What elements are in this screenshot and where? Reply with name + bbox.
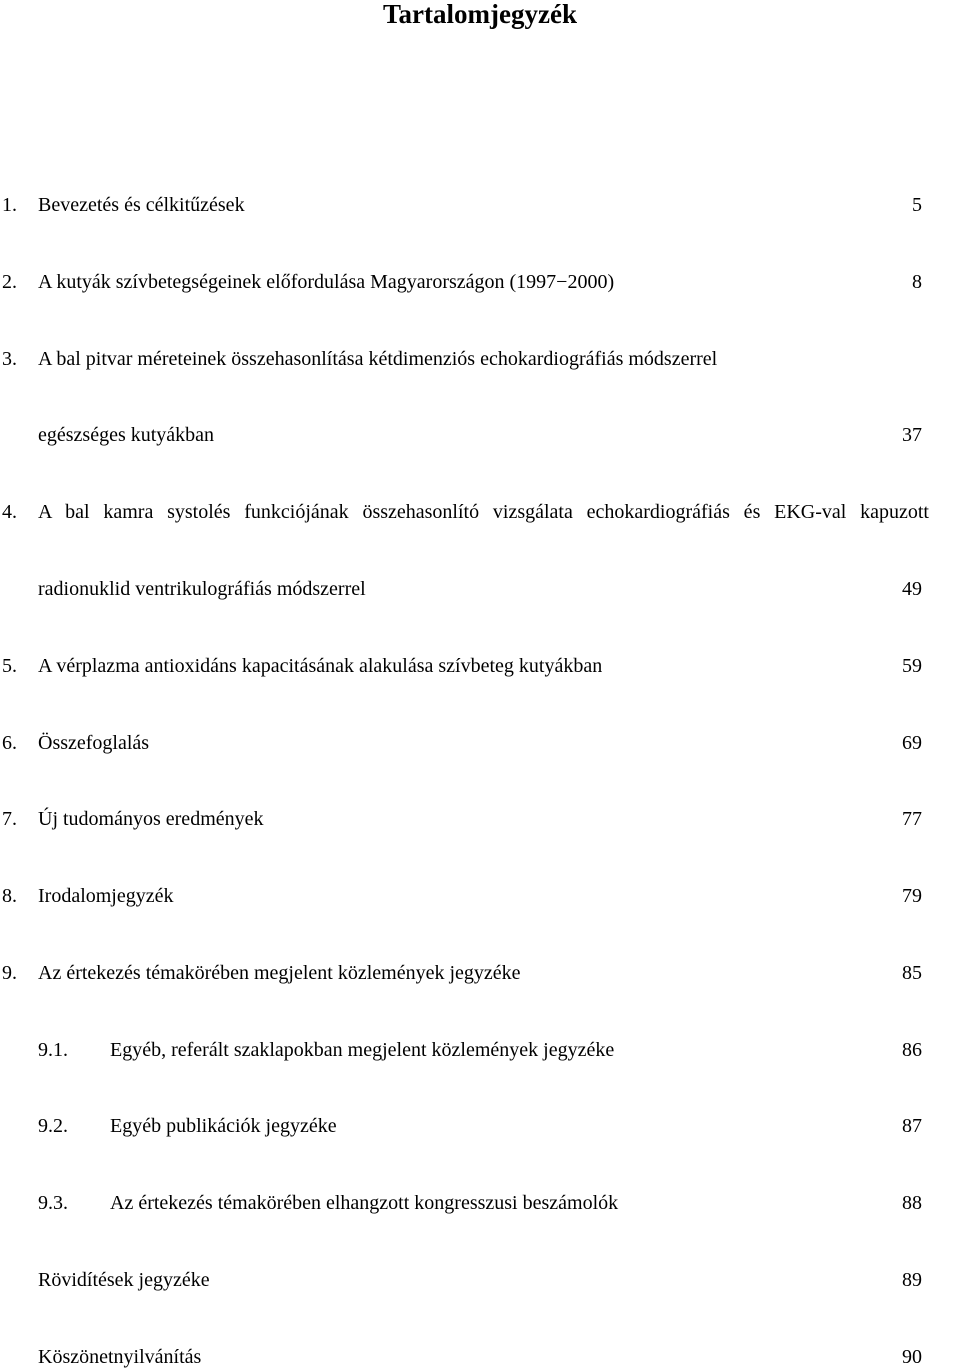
entry-page: 88 <box>902 1192 922 1214</box>
entry-page: 37 <box>902 424 922 446</box>
page-title: Tartalomjegyzék <box>383 0 577 29</box>
entry-page: 79 <box>902 885 922 907</box>
toc-entry-acknowledgements[interactable] <box>0 1344 960 1370</box>
entry-page: 86 <box>902 1039 922 1061</box>
toc-entry-6[interactable] <box>0 730 960 756</box>
entry-page: 87 <box>902 1115 922 1137</box>
entry-page: 49 <box>902 578 922 600</box>
entry-page: 89 <box>902 1269 922 1291</box>
toc-subentry-9-3[interactable] <box>0 1190 960 1216</box>
toc-entry-8[interactable] <box>0 883 960 909</box>
entry-number: 8. <box>2 885 17 907</box>
entry-title: Rövidítések jegyzéke <box>38 1269 210 1291</box>
entry-number: 6. <box>2 732 17 754</box>
entry-title: Összefoglalás <box>38 732 150 754</box>
entry-page: 5 <box>912 194 922 216</box>
entry-title: Egyéb publikációk jegyzéke <box>110 1115 337 1137</box>
entry-title: A bal kamra systolés funkciójának összehasonlító vizsgálata echokardiográfiás és EKG-val kapuzott <box>38 501 929 523</box>
toc-entry-4-continuation[interactable] <box>0 576 960 602</box>
entry-page: 77 <box>902 808 922 830</box>
toc-subentry-9-2[interactable] <box>0 1113 960 1139</box>
entry-title: Új tudományos eredmények <box>38 808 264 830</box>
entry-title: A vérplazma antioxidáns kapacitásának alakulása szívbeteg kutyákban <box>38 655 603 677</box>
entry-number: 3. <box>2 348 17 370</box>
toc-entry-1[interactable] <box>0 192 960 218</box>
entry-number: 9.2. <box>38 1115 68 1137</box>
entry-number: 9.1. <box>38 1039 68 1061</box>
toc-entry-9[interactable] <box>0 960 960 986</box>
entry-title: Az értekezés témakörében megjelent közlemények jegyzéke <box>38 962 521 984</box>
toc-entry-7[interactable] <box>0 806 960 832</box>
toc-entry-abbreviations[interactable] <box>0 1267 960 1293</box>
entry-page: 69 <box>902 732 922 754</box>
entry-number: 7. <box>2 808 17 830</box>
entry-title: A bal pitvar méreteinek összehasonlítása kétdimenziós echokardiográfiás módszerrel <box>38 348 718 370</box>
toc-entry-5[interactable] <box>0 653 960 679</box>
entry-number: 9.3. <box>38 1192 68 1214</box>
entry-number: 2. <box>2 271 17 293</box>
entry-page: 8 <box>912 271 922 293</box>
entry-page: 85 <box>902 962 922 984</box>
toc-entry-2[interactable] <box>0 269 960 295</box>
toc-entry-3[interactable] <box>0 346 960 372</box>
toc-entry-4[interactable] <box>0 499 960 525</box>
entry-title: Bevezetés és célkitűzések <box>38 194 245 216</box>
toc-entry-3-continuation[interactable] <box>0 422 960 448</box>
entry-title: Egyéb, referált szaklapokban megjelent közlemények jegyzéke <box>110 1039 615 1061</box>
entry-number: 1. <box>2 194 17 216</box>
entry-number: 9. <box>2 962 17 984</box>
entry-page: 90 <box>902 1346 922 1368</box>
entry-title: Köszönetnyilvánítás <box>38 1346 202 1368</box>
entry-title-continuation: egészséges kutyákban <box>38 424 215 446</box>
entry-title: Irodalomjegyzék <box>38 885 174 907</box>
entry-title-continuation: radionuklid ventrikulográfiás módszerrel <box>38 578 366 600</box>
entry-number: 4. <box>2 501 17 523</box>
entry-title: Az értekezés témakörében elhangzott kongresszusi beszámolók <box>110 1192 619 1214</box>
entry-title: A kutyák szívbetegségeinek előfordulása Magyarországon (1997−2000) <box>38 271 615 293</box>
entry-number: 5. <box>2 655 17 677</box>
entry-page: 59 <box>902 655 922 677</box>
toc-subentry-9-1[interactable] <box>0 1037 960 1063</box>
